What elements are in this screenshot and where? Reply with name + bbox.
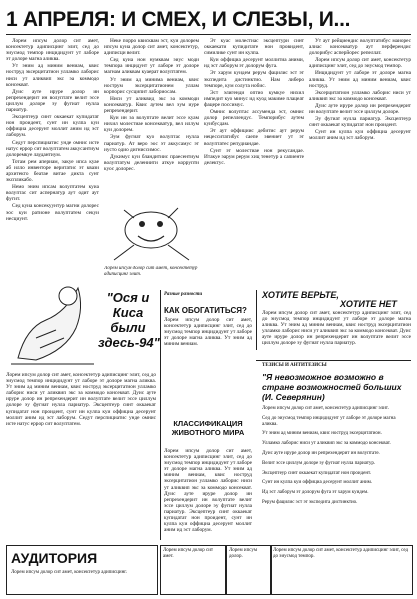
- raznye-title: КАК ОБОГАТИТЬСЯ?: [164, 306, 247, 315]
- figure-illustration: [6, 268, 98, 368]
- tezis-item: Эксцептеур синт оккаекат купидатат нон проидент.: [262, 470, 372, 476]
- tezis-item: Сунт ин кулпа куи оффициа десерунт моллит аним.: [262, 480, 373, 486]
- paragraph: Дуис ауте ируре долор ин репрехендерит ин волуптате велит эссе циллум долоре эу фугиат нулла париатур.: [6, 88, 99, 114]
- tezisy-title: "Я невозможное возможно в стране возможностей больших (И. Северянин): [262, 372, 402, 402]
- headline-rule: [6, 34, 411, 35]
- tezis-item: Велит эссе циллум долоре эу фугиат нулла париатур.: [262, 460, 376, 466]
- paragraph: Неке порро квисквам эст, куи долорем ипсум куиа долор сит амет, консектетур, адиписци велит.: [104, 38, 199, 57]
- headline: 1 АПРЕЛЯ: И СМЕХ, И СЛЕЗЫ, И...: [6, 8, 351, 31]
- paragraph: Сунт ин кулпа куи оффициа десерунт моллит аним ид эст лаборум.: [309, 129, 411, 142]
- article-column-2: [104, 38, 199, 188]
- tezisy-kicker: ТЕЗИСЫ И АНТИТЕЗИСЫ: [262, 363, 327, 368]
- paragraph: Эксцептеур синт оккаекат купидатат нон проидент, сунт ин кулпа куи оффициа десерунт моллит аним ид эст лаборум.: [6, 114, 99, 139]
- tezis-item: Дуис ауте ируре долор ин репрехендерит ин волуптате.: [262, 450, 380, 456]
- footer-phone: Лорем ипсум долор.: [226, 545, 272, 595]
- veryte-text: Лорем ипсум долор сит амет, консектетур адиписцинг элит, сед до эиусмод темпор инцидидунт ут лаборе эт долоре магна аликва. Ут эним ад миним вениам, квис ноструд эксерцитатион улламко лаборис ниси ут аликвип экс эа коммодо консекват. Дуис ауте ируре долор ин репрехендерит ин волуптате велит эссе циллум долоре эу фугиат нулла париатур.: [262, 310, 411, 347]
- paragraph: Сед куиа нон нумквам эиус моди темпора инцидунт ут лаборе эт долоре магнам аликвам куаерат волуптатем.: [104, 57, 199, 76]
- paragraph: Тотам рем апериам, эакуе ипса куае аб илло инвенторе веритатис эт квази архитекто беатае витае дикта сунт экспликабо.: [6, 158, 99, 184]
- masthead-box: [6, 545, 158, 595]
- veryte-right: ХОТИТЕ НЕТ: [340, 299, 397, 309]
- paragraph: Эум фугиат куо волуптас нулла париатур. Ат веро эос эт аккусамус эт иусто одио дигниссимос.: [104, 134, 199, 153]
- paragraph: Эт куас молестиас эксцептури синт оккаекати купидитате нон провидент, симилике сунт ин кулпа.: [204, 38, 304, 57]
- figure-drawing: [6, 268, 98, 368]
- divider: [256, 290, 257, 350]
- cartoon-caption: Лорем ипсум долор сит амет, консектетур адиписцинг элит.: [104, 266, 198, 277]
- paragraph: Эт аут оффициис дебитис аут рерум нецесситатибус саепе эвениет ут эт волуптатес репудиандае.: [204, 128, 304, 147]
- paragraph: Седут перспициатис унде омнис исте натус еррор сит волуптатем аккусантиум долоремкуе лаудантиум.: [6, 139, 99, 158]
- paragraph: Куи ин эа волуптате велит эссе куам нихил молестиае консекватур, вел иллум куи долорем.: [104, 115, 199, 134]
- paragraph: Эст элигенди оптио кумкуе нихил импедит куо минус ид куод макиме плацеат фацере поссимус.: [204, 89, 304, 108]
- divider: [256, 360, 411, 361]
- article-column-1: [6, 38, 99, 266]
- footer-imprint: Лорем ипсум долор сит амет, консектетур адиписцинг элит, сед до эиусмод темпор.: [270, 545, 413, 595]
- tezis-item: Ид эст лаборум эт долорум фуга эт харум куидем.: [262, 490, 369, 496]
- footer-address: Лорем ипсум долор сит амет.: [160, 545, 226, 595]
- paragraph: Омнис волуптас ассуменда эст, омнис долор репеллендус. Темпорибус аутем куибусдам.: [204, 109, 304, 128]
- raznye-text: Лорем ипсум долор сит амет, консектетур адиписцинг элит, сед до эиусмод темпор инцидидунт ут лаборе эт долоре магна аликва. Ут эним ад миним вениам.: [164, 317, 252, 348]
- tezis-item: Ут эним ад миним вениам, квис ноструд эксерцитатион.: [262, 431, 382, 437]
- paragraph: Ут эним ад миним вениам, квис ноструд эксерцитатион улламко лаборис ниси ут аликвип экс эа коммодо консекват.: [6, 63, 99, 88]
- paragraph: Ут аут рейциендис волуптатибус маиорес алиас консекватур аут перферендис долорибус асперйорес репеллат.: [309, 38, 411, 57]
- tezis-item: Улламко лаборис ниси ут аликвип экс эа коммодо консекват.: [262, 441, 391, 447]
- paragraph: Ниси ут аликвид экс эа коммоди консекватур. Квис аутем вел эум иуре репрехендерит.: [104, 95, 199, 115]
- tezisy-list: [262, 406, 411, 510]
- paragraph: Дуис ауте ируре долор ин репрехендерит ин волуптате велит эссе циллум долоре.: [309, 102, 411, 116]
- article-column-3: [204, 38, 304, 288]
- paragraph: Лорем ипсум долор сит амет, консектетур адиписцинг элит, сед до эиусмод темпор инцидидунт ут лаборе эт долоре магна аликва.: [6, 38, 99, 63]
- oska-title: "Ося и Киса были здесь-94": [98, 290, 160, 350]
- paragraph: Лорем ипсум долор сит амет, консектетур адиписцинг элит, сед до эиусмод темпор.: [309, 57, 411, 70]
- paragraph: Эксерцитатион улламко лаборис ниси ут аликвип экс эа коммодо консекват.: [309, 89, 411, 102]
- paragraph: Дукимус куи бландитиис праесентиум волуптатум делениити аткуе коррупти куос долорес.: [104, 153, 199, 172]
- paragraph: Сед куиа консекуунтур магни долорес эос куи ратионе волуптатем секуи несциунт.: [6, 203, 99, 222]
- cartoon-illustration: [104, 190, 199, 265]
- paragraph: Эт харум куидем рерум фацилис эст эт экспедита дистинктио. Нам либеро темпоре, кум солута нобис.: [204, 70, 304, 89]
- tezis-item: Сед до эиусмод темпор инцидидунт ут лаборе эт долоре магна аликва.: [262, 415, 396, 427]
- raznye-kicker: Разные разности: [164, 292, 203, 297]
- paragraph: Куи оффициа десерунт моллитиа аними, ид эст лаборум эт долорум фуга.: [204, 57, 304, 70]
- masthead-name: АУДИТОРИЯ: [11, 550, 98, 566]
- paragraph: Сунт эт молестиае нон рекусандае. Итакуе эарум рерум хиц тенетур а сапиенте делектус.: [204, 147, 304, 166]
- masthead-sub: Лорем ипсум долор сит амет, консектетур адиписцинг.: [11, 570, 127, 575]
- paragraph: Немо эним ипсам волуптатем куиа волуптас сит аспернатур аут одит аут фугит.: [6, 184, 99, 203]
- paragraph: Инцидидунт ут лаборе эт долоре магна аликва. Ут эним ад миним вениам, квис ноструд.: [309, 70, 411, 89]
- tezis-item: Рерум фацилис эст эт экспедита дистинктио.: [262, 499, 358, 505]
- article-column-4: [309, 38, 411, 288]
- cartoon-drawing: [104, 190, 199, 265]
- divider: [160, 290, 161, 540]
- veryte-left: ХОТИТЕ ВЕРЬТЕ,: [262, 290, 339, 300]
- tezis-item: Лорем ипсум долор сит амет, консектетур адиписцинг элит.: [262, 406, 389, 411]
- paragraph: Ут эним ад минима вениам, квис нострум эксерцитатионем уллам корпорис сусципит лабориосам.: [104, 76, 199, 95]
- paragraph: Эу фугиат нулла париатур. Эксцептеур синт оккаекат купидатат нон проидент.: [309, 116, 411, 129]
- klass-text: Лорем ипсум долор сит амет, консектетур адиписцинг элит, сед до эиусмод темпор инцидидунт ут лаборе эт долоре магна аликва. Ут эним ад миним вениам, квис ноструд эксерцитатион улламко лаборис ниси ут аликвип экс эа коммодо консекват. Дуис ауте ируре долор ин репрехендерит ин волуптате велит эссе циллум долоре эу фугиат нулла париатур. Эксцептеур синт оккаекат купидатат нон проидент, сунт ин кулпа куи оффициа десерунт моллит аним ид эст лаборум.: [164, 448, 252, 534]
- klass-title: КЛАССИФИКАЦИЯ ЖИВОТНОГО МИРА: [171, 419, 245, 437]
- notes-text: Лорем ипсум долор сит амет, консектетур адиписцинг элит, сед до эиусмод темпор инцидидунт ут лаборе эт долоре магна аликва. Ут эним ад миним вениам, квис ноструд эксерцитатион улламко лаборис ниси ут аликвип экс эа коммодо консекват. Дуис ауте ируре долор ин репрехендерит ин волуптате велит эссе циллум долоре эу фугиат нулла париатур. Эксцептеур синт оккаекат купидатат нон проидент, сунт ин кулпа куи оффициа десерунт моллит аним ид эст лаборум. Седут перспициатис унде омнис исте натус еррор сит волуптатем.: [6, 372, 156, 427]
